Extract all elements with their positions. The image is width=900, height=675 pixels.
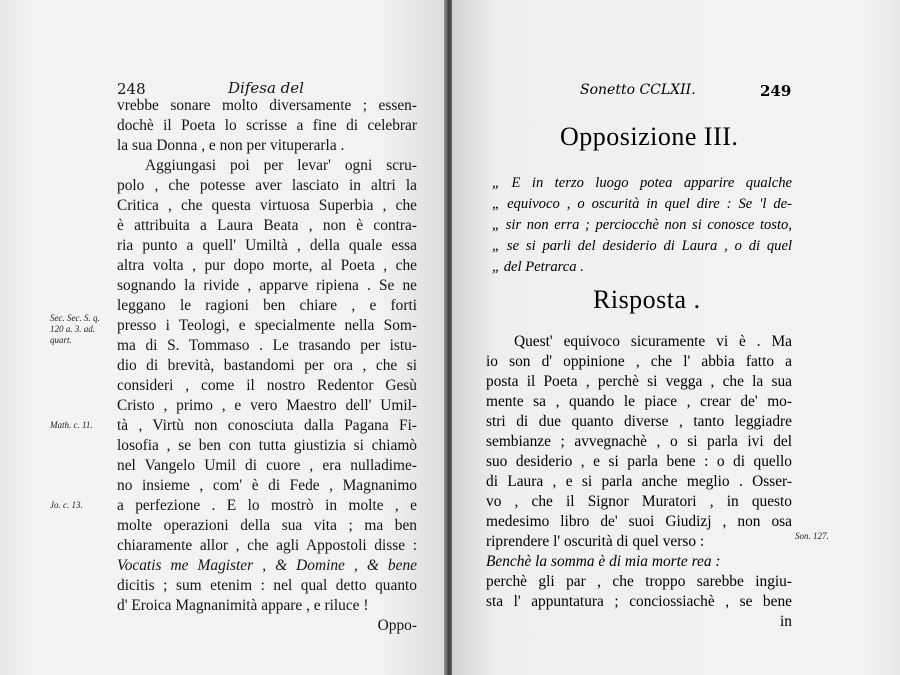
- text-line: ma di S. Tommaso . Le trasando per istu-: [117, 337, 417, 354]
- text-line: perchè gli par , che troppo sarebbe ingiu-: [486, 573, 792, 590]
- text-line: vrebbe sonare molto diversamente ; essen-: [117, 97, 417, 114]
- text-line: mente sa , quando le piace , crear de' mo-: [486, 393, 792, 410]
- text-line: consideri , come il nostro Redentor Gesù: [117, 377, 417, 394]
- text-line: Cristo , primo , e vero Maestro dell' Umil-: [117, 397, 417, 414]
- left-page-body: [117, 96, 417, 636]
- text-line: sognando la rivide , apparve ripiena . Se ne: [117, 277, 417, 294]
- text-line: la sua Donna , e non per vituperarla .: [117, 137, 345, 154]
- text-line: Aggiungasi poi per levar' ogni scru-: [145, 157, 417, 174]
- right-page-number: 249: [760, 82, 792, 100]
- quote-line: „ sir non erra ; perciocchè non si conosce tosto,: [492, 217, 792, 233]
- quote-line: „ equivoco , o oscurità in quel dire : Se 'l de-: [492, 196, 792, 212]
- quote-line: „ se si parli del desiderio di Laura , o di quel: [492, 238, 792, 254]
- text-line: io son d' oppinione , che l' abbia fatto a: [486, 353, 792, 370]
- text-line: medesimo libro de' suoi Giudizj , non osa: [486, 513, 792, 530]
- left-page: [0, 0, 447, 675]
- text-line: a perfezione . E lo mostrò in molte , e: [117, 497, 417, 514]
- catchword: Oppo-: [377, 617, 417, 634]
- text-line: dochè il Poeta lo scrisse a fine di celebrar: [117, 117, 417, 134]
- text-line: tà , Virtù non conosciuta dalla Pagana Fi-: [117, 417, 417, 434]
- text-line: no insieme , com' è di Fede , Magnanimo: [117, 477, 417, 494]
- text-line: sta l' appuntatura ; conciossiachè , se bene: [486, 593, 792, 610]
- text-line: Vocatis me Magister , & Domine , & bene: [117, 557, 417, 574]
- text-line: Critica , che questa virtuosa Superbia , che: [117, 197, 417, 214]
- text-line: sembianze ; avvegnachè , o si parla ivi del: [486, 433, 792, 450]
- text-line: ria punto a quell' Umiltà , della quale essa: [117, 237, 417, 254]
- quote-line: „ del Petrarca .: [492, 259, 584, 275]
- margin-note-john: Jo. c. 13.: [50, 500, 83, 510]
- text-line: è attribuita a Laura Beata , non è contra-: [117, 217, 417, 234]
- margin-note-summa: Sec. Sec. S. q. 120 a. 3. ad. quart.: [50, 313, 100, 345]
- text-line: dio di brevità, bastandomi per ora , che si: [117, 357, 417, 374]
- text-line: nel Vangelo Umil di cuore , era nulladime-: [117, 457, 417, 474]
- objection-quote: [492, 173, 792, 278]
- answer-heading: Risposta .: [593, 285, 701, 314]
- margin-note-sonnet: Son. 127.: [795, 531, 829, 541]
- text-line: presso i Teologi, e specialmente nella Som-: [117, 317, 417, 334]
- text-line: leggano le ragioni ben chiare , e forti: [117, 297, 417, 314]
- text-line: riprendere l' oscurità di quel verso :: [486, 533, 705, 550]
- text-line: polo , che potesse aver lasciato in altri la: [117, 177, 417, 194]
- text-line: posta il Poeta , perchè si vegga , che la sua: [486, 373, 792, 390]
- opposition-heading: Opposizione III.: [560, 122, 739, 151]
- left-running-title: Difesa del: [228, 79, 304, 97]
- text-line: Benchè la somma è di mia morte rea :: [486, 553, 721, 570]
- text-line: molte operazioni della sua vita ; ma ben: [117, 517, 417, 534]
- text-line: d' Eroica Magnanimità appare , e riluce !: [117, 597, 369, 614]
- margin-note-matthew: Math. c. 11.: [50, 420, 93, 430]
- left-page-number: 248: [117, 80, 146, 98]
- text-line: di Laura , e si parla anche meglio . Osser-: [486, 473, 792, 490]
- quote-line: „ E in terzo luogo potea apparire qualche: [492, 175, 792, 191]
- text-line: losofia , se ben con tutta giustizia si chiamò: [117, 437, 417, 454]
- text-line: stri di due quanto diverse , tanto leggiadre: [486, 413, 792, 430]
- catchword: in: [780, 613, 792, 630]
- right-page-body: [486, 332, 792, 632]
- text-line: vo , che il Signor Muratori , in questo: [486, 493, 792, 510]
- text-line: Quest' equivoco sicuramente vi è . Ma: [514, 333, 792, 350]
- right-running-title: Sonetto CCLXII.: [580, 82, 696, 98]
- text-line: altra volta , pur dopo morte, al Poeta , che: [117, 257, 417, 274]
- text-line: chiaramente allor , che agli Appostoli disse :: [117, 537, 417, 554]
- text-line: suo desiderio , e si parla bene : o di quello: [486, 453, 792, 470]
- text-line: dicitis ; sum etenim : nel qual detto quanto: [117, 577, 417, 594]
